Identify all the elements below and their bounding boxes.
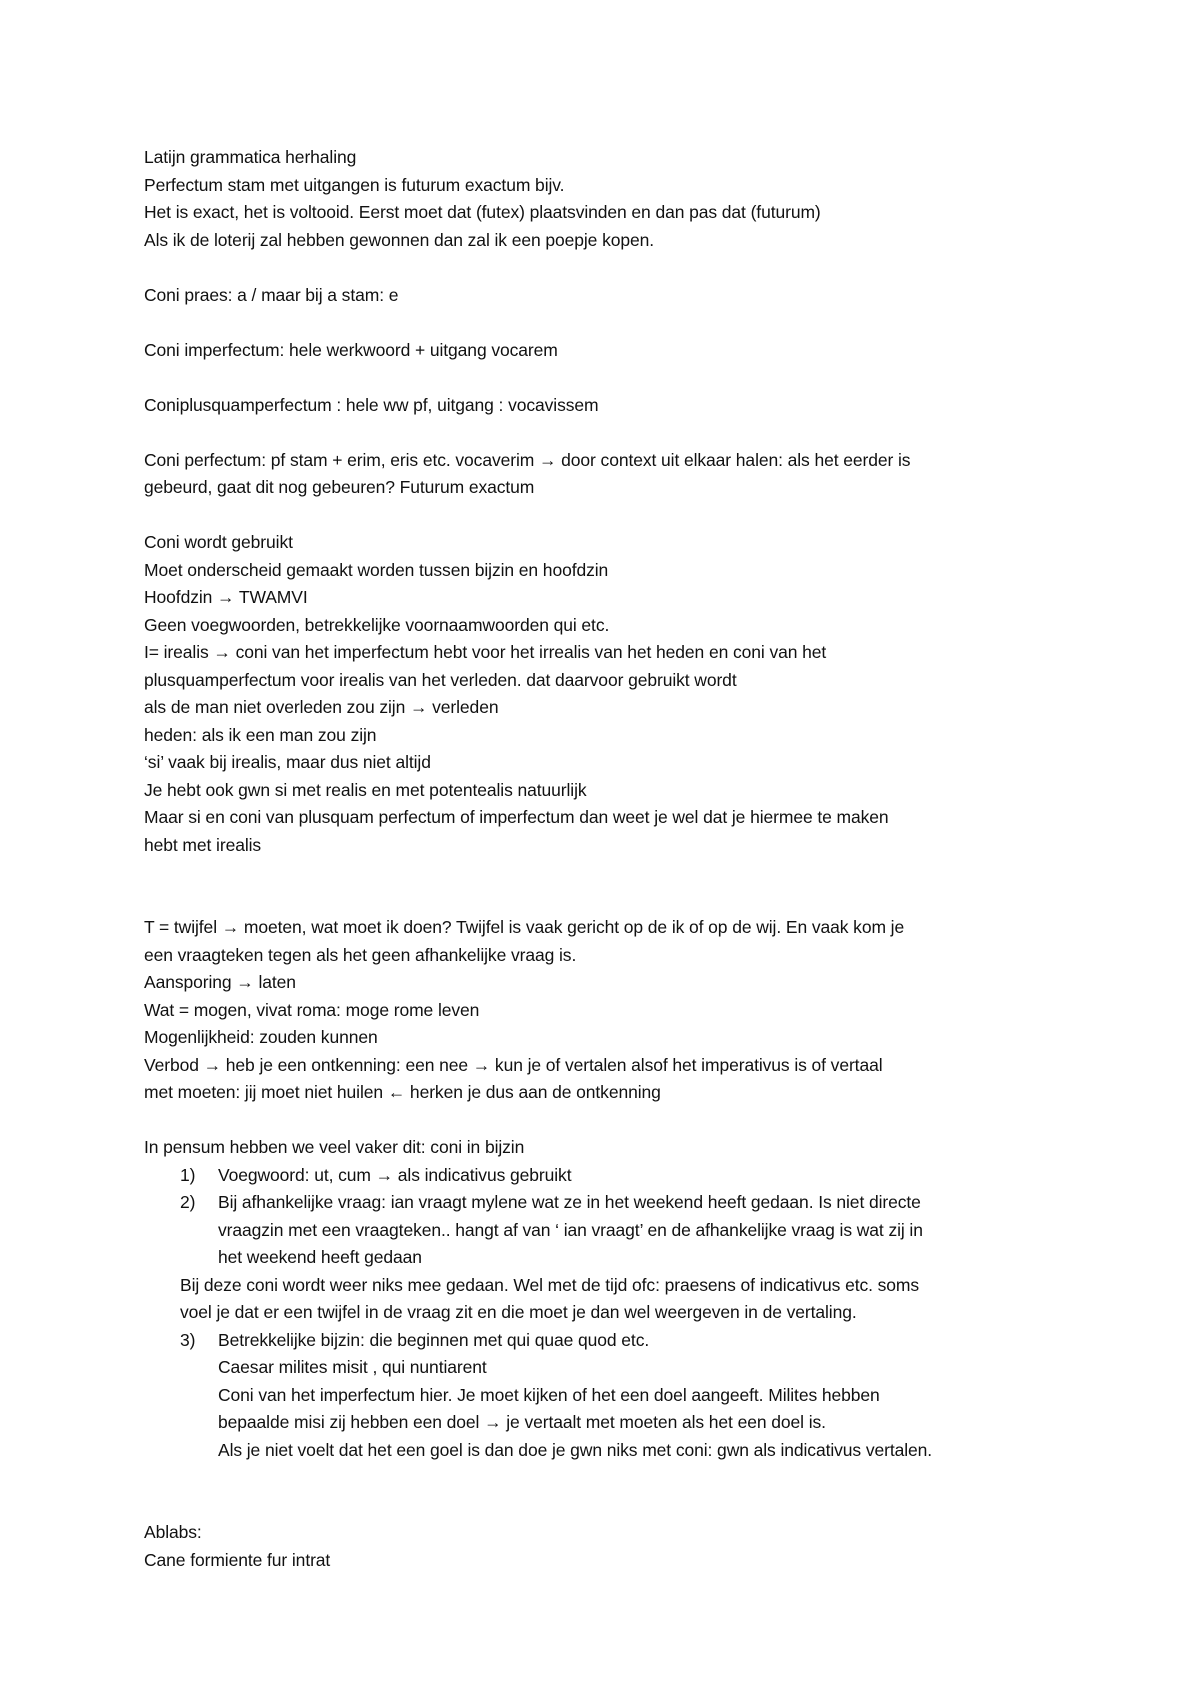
blank-line <box>144 887 1064 915</box>
list-note: Bij deze coni wordt weer niks mee gedaan. Wel met de tijd ofc: praesens of indicativus etc. soms <box>180 1274 920 1295</box>
text-line: Coni perfectum: pf stam + erim, eris etc. vocaverim → door context uit elkaar halen: als het eerder is <box>144 449 911 470</box>
text-line: plusquamperfectum voor irealis van het verleden. dat daarvoor gebruikt wordt <box>144 669 737 690</box>
text-line: een vraagteken tegen als het geen afhankelijke vraag is. <box>144 944 577 965</box>
text-line: Moet onderscheid gemaakt worden tussen bijzin en hoofdzin <box>144 559 609 580</box>
blank-line <box>144 419 1064 447</box>
text-line: In pensum hebben we veel vaker dit: coni in bijzin <box>144 1137 525 1157</box>
text-line: Coni wordt gebruikt <box>144 532 293 552</box>
blank-line <box>144 309 1064 337</box>
text-line: Verbod → heb je een ontkenning: een nee → kun je of vertalen alsof het imperativus is of vertaal <box>144 1054 883 1075</box>
document-title: Latijn grammatica herhaling <box>144 147 357 167</box>
list-item-continuation: Coni van het imperfectum hier. Je moet kijken of het een doel aangeeft. Milites hebben <box>218 1384 880 1405</box>
document-body <box>144 144 1064 1574</box>
list-item <box>144 1189 1064 1217</box>
blank-line <box>144 859 1064 887</box>
text-line: Maar si en coni van plusquam perfectum of imperfectum dan weet je wel dat je hiermee te maken <box>144 807 889 827</box>
text-line: Coni praes: a / maar bij a stam: e <box>144 284 399 305</box>
list-note: voel je dat er een twijfel in de vraag zit en die moet je dan wel weergeven in de vertaling. <box>180 1302 857 1322</box>
text-line: ‘si’ vaak bij irealis, maar dus niet altijd <box>144 752 431 772</box>
blank-line <box>144 1107 1064 1135</box>
blank-line <box>144 1464 1064 1492</box>
text-line: Hoofdzin → TWAMVI <box>144 587 308 607</box>
list-number: 3) <box>180 1329 196 1350</box>
list-item-continuation: Caesar milites misit , qui nuntiarent <box>218 1357 487 1377</box>
text-line: Wat = mogen, vivat roma: moge rome leven <box>144 999 480 1020</box>
list-item-text: Bij afhankelijke vraag: ian vraagt mylene wat ze in het weekend heeft gedaan. Is niet directe <box>218 1192 921 1212</box>
list-item <box>144 1327 1064 1355</box>
text-line: T = twijfel → moeten, wat moet ik doen? Twijfel is vaak gericht op de ik of op de wij. En vaak kom je <box>144 917 905 937</box>
blank-line <box>144 502 1064 530</box>
text-line: Perfectum stam met uitgangen is futurum exactum bijv. <box>144 174 565 195</box>
text-line: gebeurd, gaat dit nog gebeuren? Futurum exactum <box>144 477 535 497</box>
list-item-continuation: vraagzin met een vraagteken.. hangt af van ‘ ian vraagt’ en de afhankelijke vraag is wat zij in <box>218 1219 923 1240</box>
list-item-continuation: Als je niet voelt dat het een goel is dan doe je gwn niks met coni: gwn als indicativus vertalen. <box>218 1439 933 1460</box>
text-line: Het is exact, het is voltooid. Eerst moet dat (futex) plaatsvinden en dan pas dat (futurum) <box>144 202 821 222</box>
blank-line <box>144 1492 1064 1520</box>
numbered-list <box>144 1162 1064 1465</box>
list-number: 1) <box>180 1164 196 1185</box>
text-line: Als ik de loterij zal hebben gewonnen dan zal ik een poepje kopen. <box>144 229 655 250</box>
blank-line <box>144 364 1064 392</box>
text-line: als de man niet overleden zou zijn → verleden <box>144 697 499 717</box>
text-line: Coniplusquamperfectum : hele ww pf, uitgang : vocavissem <box>144 394 599 415</box>
text-line: Coni imperfectum: hele werkwoord + uitgang vocarem <box>144 339 558 360</box>
list-item-continuation: bepaalde misi zij hebben een doel → je vertaalt met moeten als het een doel is. <box>218 1412 826 1432</box>
text-line: heden: als ik een man zou zijn <box>144 724 377 745</box>
text-line: Mogenlijkheid: zouden kunnen <box>144 1027 378 1047</box>
text-line: hebt met irealis <box>144 834 262 855</box>
list-item-text: Betrekkelijke bijzin: die beginnen met qui quae quod etc. <box>218 1329 650 1350</box>
text-line: Aansporing → laten <box>144 972 296 992</box>
text-line: Je hebt ook gwn si met realis en met potentealis natuurlijk <box>144 779 587 800</box>
text-line: I= irealis → coni van het imperfectum hebt voor het irrealis van het heden en coni van het <box>144 642 827 662</box>
list-item <box>144 1162 1064 1190</box>
list-item-text: Voegwoord: ut, cum → als indicativus gebruikt <box>218 1164 572 1185</box>
list-item-continuation: het weekend heeft gedaan <box>218 1247 422 1267</box>
text-line: Geen voegwoorden, betrekkelijke voornaamwoorden qui etc. <box>144 614 610 635</box>
text-line: Cane formiente fur intrat <box>144 1549 331 1570</box>
text-line: met moeten: jij moet niet huilen ← herken je dus aan de ontkenning <box>144 1082 661 1102</box>
blank-line <box>144 254 1064 282</box>
text-line: Ablabs: <box>144 1522 202 1542</box>
list-number: 2) <box>180 1192 196 1212</box>
